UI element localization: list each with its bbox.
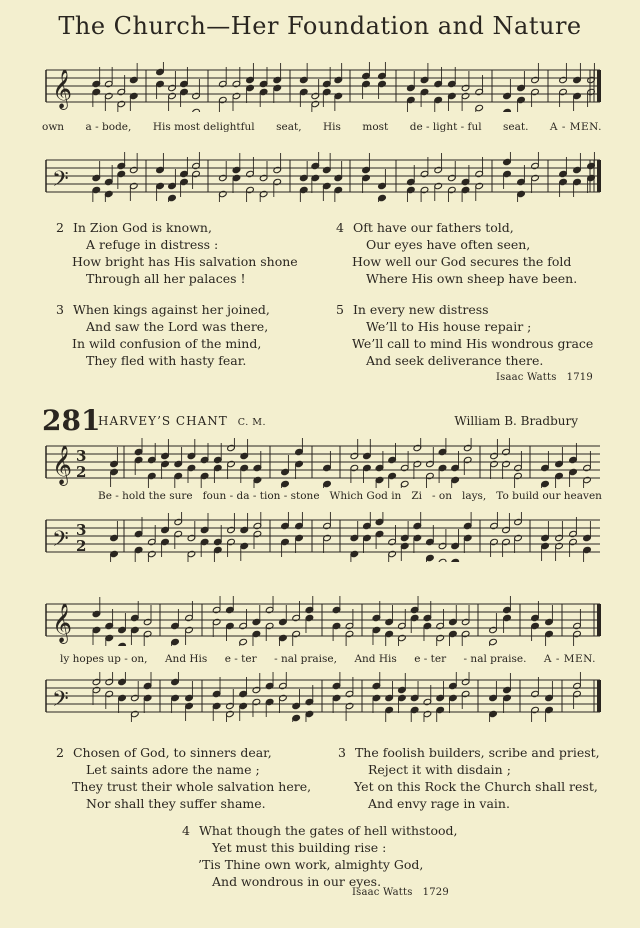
lyric-syllable: most — [362, 121, 389, 133]
author: Isaac Watts — [496, 372, 557, 383]
stanza-line: A refuge in distress : — [86, 237, 219, 252]
stanza-number: 2 — [56, 220, 64, 235]
stanza-line: 2 Chosen of God, to sinners dear, — [56, 745, 272, 760]
stanza-line: They trust their whole salvation here, — [72, 779, 312, 794]
stanza-line: They fled with hasty fear. — [86, 353, 247, 368]
stanza-line: Yet must this building rise : — [212, 840, 387, 855]
hymn1-lyrics — [42, 121, 602, 133]
stanza-line: ’Tis Thine own work, almighty God, — [198, 857, 424, 872]
stanza-line: Our eyes have often seen, — [366, 237, 531, 252]
hymn2-stanzas-left — [56, 744, 311, 812]
stanza-line: 4 What though the gates of hell withstood, — [182, 823, 458, 838]
time-signature-top: 3 — [76, 447, 87, 465]
time-signature-bottom: 2 — [76, 463, 87, 481]
year: 1719 — [566, 372, 593, 383]
stanza-line: 3 The foolish builders, scribe and priest, — [338, 745, 600, 760]
stanza-line: 3 When kings against her joined, — [56, 302, 270, 317]
hymn2-bass-staff-1 — [42, 512, 604, 562]
stanza-line: 2 In Zion God is known, — [56, 220, 212, 235]
lyric-syllable: To build our heaven — [496, 490, 602, 502]
lyric-syllable: Which God in — [329, 490, 402, 502]
stanza-line: 5 In every new distress — [336, 302, 489, 317]
bass-clef-icon: 𝄢 — [52, 527, 69, 557]
hymn2-treble-staff-2 — [42, 596, 604, 646]
stanza-line: And seek deliverance there. — [366, 353, 544, 368]
stanza-number: 3 — [56, 302, 64, 317]
lyric-syllable: Be - hold the sure — [98, 490, 193, 502]
stanza-number: 5 — [336, 302, 344, 317]
lyric-syllable: own — [42, 121, 65, 133]
stanza-line: Reject it with disdain ; — [368, 762, 511, 777]
stanza-number: 4 — [182, 823, 190, 838]
meter: C. M. — [237, 417, 266, 428]
lyric-syllable: His — [323, 121, 341, 133]
lyric-syllable: de - light - ful — [409, 121, 482, 133]
lyric-syllable: ly hopes up - on, — [60, 653, 148, 665]
hymn1-stanzas-right — [336, 219, 593, 369]
hymn-number: 281 — [42, 404, 101, 437]
stanza-line: How bright has His salvation shone — [72, 254, 298, 269]
bass-clef-icon: 𝄢 — [52, 687, 69, 717]
stanza-number: 2 — [56, 745, 64, 760]
hymn1-attribution — [496, 372, 593, 383]
stanza-line: We’ll call to mind His wondrous grace — [352, 336, 594, 351]
stanza-line: Yet on this Rock the Church shall rest, — [354, 779, 598, 794]
hymn-title: The Church—Her Foundation and Nature — [58, 12, 582, 40]
stanza-line: And saw the Lord was there, — [86, 319, 269, 334]
lyric-syllable: foun - da - tion - stone — [202, 490, 320, 502]
hymn2-stanzas-right — [338, 744, 600, 812]
stanza-number: 4 — [336, 220, 344, 235]
time-signature-bottom: 2 — [76, 537, 87, 555]
music-staff-svg — [42, 62, 604, 112]
author: Isaac Watts — [352, 887, 413, 898]
lyric-syllable: Zi — [411, 490, 422, 502]
stanza-line: How well our God secures the fold — [352, 254, 572, 269]
lyric-syllable: - on — [431, 490, 452, 502]
music-staff-svg — [42, 152, 604, 202]
lyric-syllable: seat, — [276, 121, 302, 133]
hymn2-attribution — [352, 887, 449, 898]
stanza-line: Where His own sheep have been. — [366, 271, 578, 286]
stanza-line: And wondrous in our eyes. — [212, 874, 382, 889]
lyric-syllable: And His — [164, 653, 208, 665]
hymn1-bass-staff — [42, 152, 604, 202]
stanza-line: Nor shall they suffer shame. — [86, 796, 266, 811]
hymn2-bass-staff-2 — [42, 672, 604, 722]
lyric-syllable: A - MEN. — [543, 653, 596, 665]
treble-clef-icon: 𝄞 — [52, 445, 73, 485]
lyric-syllable: - nal praise. — [463, 653, 527, 665]
stanza-line: We’ll to His house repair ; — [366, 319, 532, 334]
treble-clef-icon: 𝄞 — [52, 603, 73, 643]
hymn2-stanza-center — [182, 822, 457, 890]
lyric-syllable: e - ter — [414, 653, 447, 665]
lyric-syllable: A - MEN. — [549, 121, 602, 133]
treble-clef-icon: 𝄞 — [52, 69, 73, 109]
stanza-line: In wild confusion of the mind, — [72, 336, 262, 351]
hymn2-lyrics-1 — [98, 490, 602, 502]
composer: William B. Bradbury — [454, 414, 578, 428]
bass-clef-icon: 𝄢 — [52, 167, 69, 197]
hymn2-treble-staff-1 — [42, 438, 604, 488]
lyric-syllable: And His — [354, 653, 397, 665]
stanza-line: And envy rage in vain. — [368, 796, 510, 811]
lyric-syllable: e - ter — [224, 653, 257, 665]
lyric-syllable: lays, — [461, 490, 487, 502]
lyric-syllable: seat. — [503, 121, 529, 133]
time-signature-top: 3 — [76, 521, 87, 539]
hymn1-stanzas-left — [56, 219, 298, 369]
stanza-number: 3 — [338, 745, 346, 760]
stanza-line: Let saints adore the name ; — [86, 762, 260, 777]
lyric-syllable: His most delightful — [152, 121, 255, 133]
lyric-syllable: a - bode, — [85, 121, 132, 133]
stanza-line: 4 Oft have our fathers told, — [336, 220, 514, 235]
hymn1-treble-staff — [42, 62, 604, 112]
year: 1729 — [422, 887, 449, 898]
stanza-line: Through all her palaces ! — [86, 271, 246, 286]
lyric-syllable: - nal praise, — [274, 653, 337, 665]
tune-name: HARVEY’S CHANT C. M. — [98, 414, 266, 428]
hymn2-lyrics-2 — [60, 653, 596, 665]
